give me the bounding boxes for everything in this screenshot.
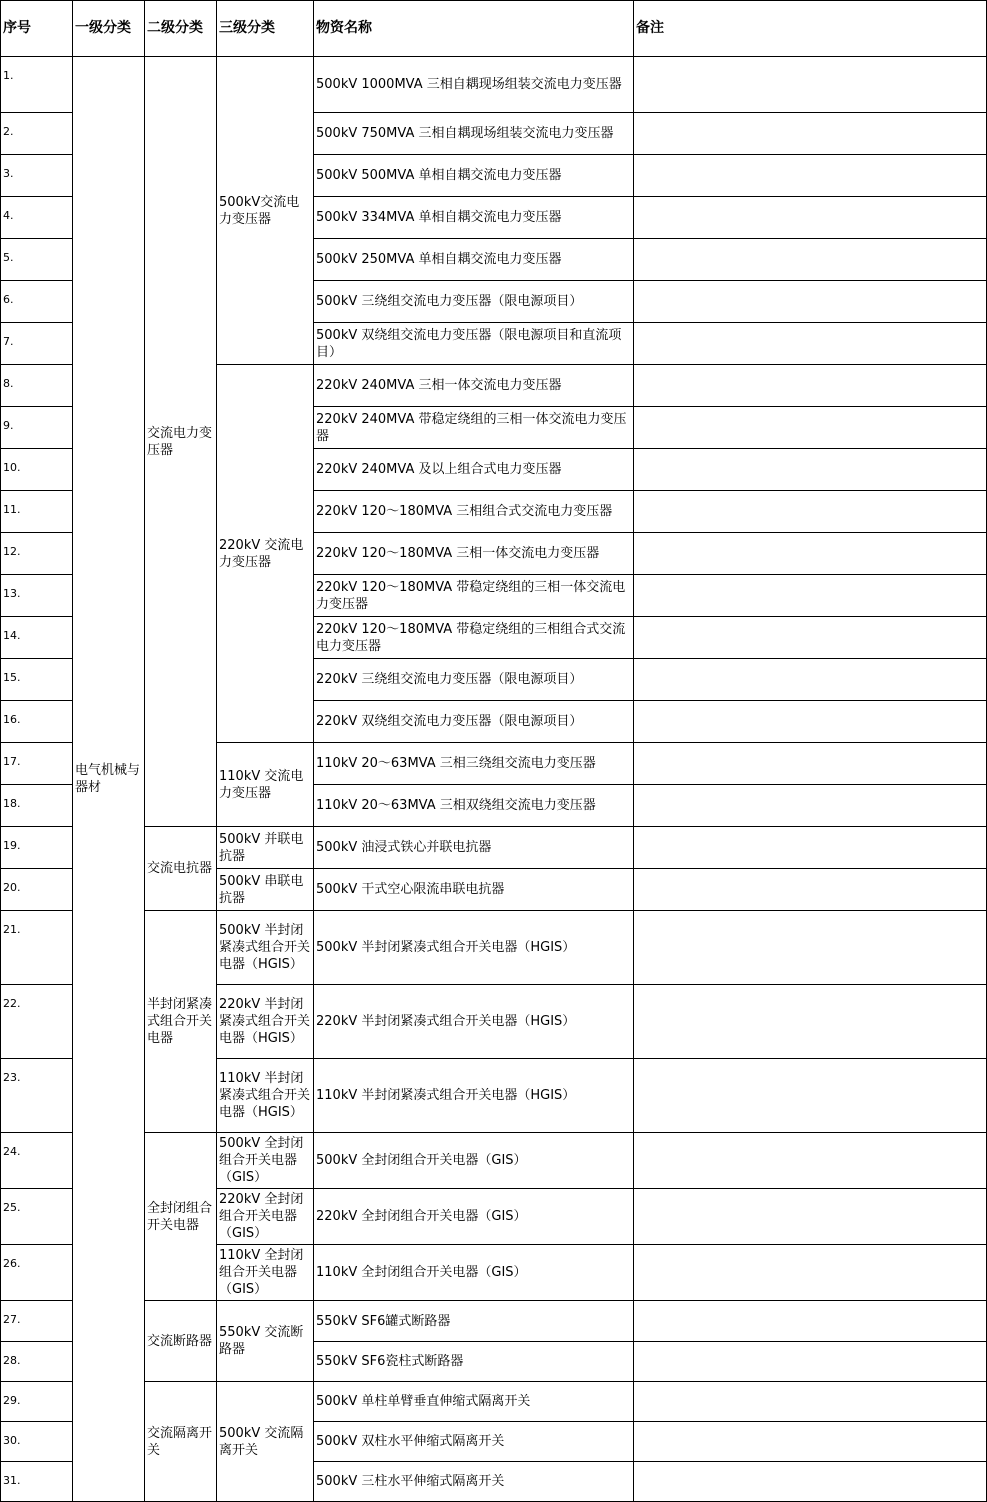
row-note <box>634 785 987 827</box>
row-note <box>634 1059 987 1133</box>
level3-category: 220kV 半封闭紧凑式组合开关电器（HGIS） <box>217 985 314 1059</box>
material-name: 220kV 240MVA 带稳定绕组的三相一体交流电力变压器 <box>314 407 634 449</box>
row-seq: 6. <box>1 281 73 323</box>
row-seq: 7. <box>1 323 73 365</box>
row-note <box>634 1382 987 1422</box>
material-name: 550kV SF6罐式断路器 <box>314 1301 634 1342</box>
row-seq: 23. <box>1 1059 73 1133</box>
header-row <box>1 1 987 57</box>
table-row <box>1 1301 987 1342</box>
level3-category: 500kV 串联电抗器 <box>217 869 314 911</box>
row-seq: 16. <box>1 701 73 743</box>
level2-category: 交流电力变压器 <box>145 57 217 827</box>
table-row <box>1 57 987 113</box>
material-name: 500kV 500MVA 单相自耦交流电力变压器 <box>314 155 634 197</box>
row-seq: 31. <box>1 1462 73 1502</box>
row-seq: 5. <box>1 239 73 281</box>
row-note <box>634 1342 987 1382</box>
row-seq: 18. <box>1 785 73 827</box>
row-seq: 26. <box>1 1245 73 1301</box>
material-name: 500kV 1000MVA 三相自耦现场组装交流电力变压器 <box>314 57 634 113</box>
level3-category: 550kV 交流断路器 <box>217 1301 314 1382</box>
row-seq: 17. <box>1 743 73 785</box>
row-note <box>634 1422 987 1462</box>
row-note <box>634 827 987 869</box>
level3-category: 500kV 并联电抗器 <box>217 827 314 869</box>
material-name: 500kV 单柱单臂垂直伸缩式隔离开关 <box>314 1382 634 1422</box>
table-row <box>1 911 987 985</box>
material-name: 550kV SF6瓷柱式断路器 <box>314 1342 634 1382</box>
material-name: 220kV 120～180MVA 带稳定绕组的三相一体交流电力变压器 <box>314 575 634 617</box>
header-note: 备注 <box>634 1 987 57</box>
row-note <box>634 701 987 743</box>
header-seq: 序号 <box>1 1 73 57</box>
material-name: 500kV 750MVA 三相自耦现场组装交流电力变压器 <box>314 113 634 155</box>
level3-category: 500kV 全封闭组合开关电器（GIS） <box>217 1133 314 1189</box>
row-note <box>634 533 987 575</box>
material-name: 500kV 油浸式铁心并联电抗器 <box>314 827 634 869</box>
level3-category: 110kV 全封闭组合开关电器（GIS） <box>217 1245 314 1301</box>
row-seq: 11. <box>1 491 73 533</box>
row-note <box>634 323 987 365</box>
row-seq: 28. <box>1 1342 73 1382</box>
level3-category: 220kV 交流电力变压器 <box>217 365 314 743</box>
level2-category: 半封闭紧凑式组合开关电器 <box>145 911 217 1133</box>
row-seq: 2. <box>1 113 73 155</box>
material-name: 220kV 120～180MVA 三相一体交流电力变压器 <box>314 533 634 575</box>
header-level2: 二级分类 <box>145 1 217 57</box>
row-note <box>634 1462 987 1502</box>
row-note <box>634 155 987 197</box>
row-seq: 30. <box>1 1422 73 1462</box>
level2-category: 交流隔离开关 <box>145 1382 217 1502</box>
row-seq: 3. <box>1 155 73 197</box>
table-row <box>1 1382 987 1422</box>
row-seq: 9. <box>1 407 73 449</box>
row-note <box>634 1245 987 1301</box>
row-note <box>634 365 987 407</box>
row-note <box>634 407 987 449</box>
row-seq: 1. <box>1 57 73 113</box>
row-seq: 25. <box>1 1189 73 1245</box>
row-seq: 24. <box>1 1133 73 1189</box>
row-note <box>634 1133 987 1189</box>
table-row <box>1 827 987 869</box>
level3-category: 110kV 半封闭紧凑式组合开关电器（HGIS） <box>217 1059 314 1133</box>
row-seq: 21. <box>1 911 73 985</box>
level2-category: 全封闭组合开关电器 <box>145 1133 217 1301</box>
material-name: 220kV 240MVA 三相一体交流电力变压器 <box>314 365 634 407</box>
material-name: 110kV 20～63MVA 三相三绕组交流电力变压器 <box>314 743 634 785</box>
material-name: 500kV 三绕组交流电力变压器（限电源项目） <box>314 281 634 323</box>
material-name: 110kV 20～63MVA 三相双绕组交流电力变压器 <box>314 785 634 827</box>
row-seq: 14. <box>1 617 73 659</box>
level3-category: 110kV 交流电力变压器 <box>217 743 314 827</box>
level1-category: 电气机械与器材 <box>73 57 145 1502</box>
row-note <box>634 869 987 911</box>
level2-category: 交流电抗器 <box>145 827 217 911</box>
row-note <box>634 113 987 155</box>
material-name: 500kV 全封闭组合开关电器（GIS） <box>314 1133 634 1189</box>
row-seq: 29. <box>1 1382 73 1422</box>
material-name: 500kV 双柱水平伸缩式隔离开关 <box>314 1422 634 1462</box>
material-name: 500kV 250MVA 单相自耦交流电力变压器 <box>314 239 634 281</box>
material-name: 110kV 全封闭组合开关电器（GIS） <box>314 1245 634 1301</box>
level3-category: 500kV交流电力变压器 <box>217 57 314 365</box>
row-note <box>634 575 987 617</box>
row-note <box>634 491 987 533</box>
row-seq: 12. <box>1 533 73 575</box>
row-seq: 27. <box>1 1301 73 1342</box>
material-name: 500kV 334MVA 单相自耦交流电力变压器 <box>314 197 634 239</box>
row-seq: 22. <box>1 985 73 1059</box>
row-note <box>634 617 987 659</box>
table-row <box>1 1133 987 1189</box>
row-seq: 20. <box>1 869 73 911</box>
material-name: 500kV 双绕组交流电力变压器（限电源项目和直流项目） <box>314 323 634 365</box>
header-material-name: 物资名称 <box>314 1 634 57</box>
row-note <box>634 281 987 323</box>
material-name: 220kV 240MVA 及以上组合式电力变压器 <box>314 449 634 491</box>
material-name: 500kV 三柱水平伸缩式隔离开关 <box>314 1462 634 1502</box>
material-name: 220kV 全封闭组合开关电器（GIS） <box>314 1189 634 1245</box>
row-seq: 13. <box>1 575 73 617</box>
material-name: 110kV 半封闭紧凑式组合开关电器（HGIS） <box>314 1059 634 1133</box>
row-note <box>634 743 987 785</box>
row-seq: 8. <box>1 365 73 407</box>
level3-category: 500kV 交流隔离开关 <box>217 1382 314 1502</box>
level3-category: 220kV 全封闭组合开关电器（GIS） <box>217 1189 314 1245</box>
row-note <box>634 197 987 239</box>
material-name: 220kV 双绕组交流电力变压器（限电源项目） <box>314 701 634 743</box>
row-note <box>634 985 987 1059</box>
row-note <box>634 911 987 985</box>
material-name: 500kV 半封闭紧凑式组合开关电器（HGIS） <box>314 911 634 985</box>
header-level3: 三级分类 <box>217 1 314 57</box>
level3-category: 500kV 半封闭紧凑式组合开关电器（HGIS） <box>217 911 314 985</box>
row-note <box>634 57 987 113</box>
row-note <box>634 449 987 491</box>
material-name: 220kV 三绕组交流电力变压器（限电源项目） <box>314 659 634 701</box>
row-seq: 4. <box>1 197 73 239</box>
row-note <box>634 1301 987 1342</box>
row-seq: 15. <box>1 659 73 701</box>
level2-category: 交流断路器 <box>145 1301 217 1382</box>
material-name: 220kV 120～180MVA 三相组合式交流电力变压器 <box>314 491 634 533</box>
material-name: 220kV 半封闭紧凑式组合开关电器（HGIS） <box>314 985 634 1059</box>
row-note <box>634 1189 987 1245</box>
material-name: 500kV 干式空心限流串联电抗器 <box>314 869 634 911</box>
row-note <box>634 659 987 701</box>
material-name: 220kV 120～180MVA 带稳定绕组的三相组合式交流电力变压器 <box>314 617 634 659</box>
row-seq: 19. <box>1 827 73 869</box>
header-level1: 一级分类 <box>73 1 145 57</box>
row-note <box>634 239 987 281</box>
row-seq: 10. <box>1 449 73 491</box>
